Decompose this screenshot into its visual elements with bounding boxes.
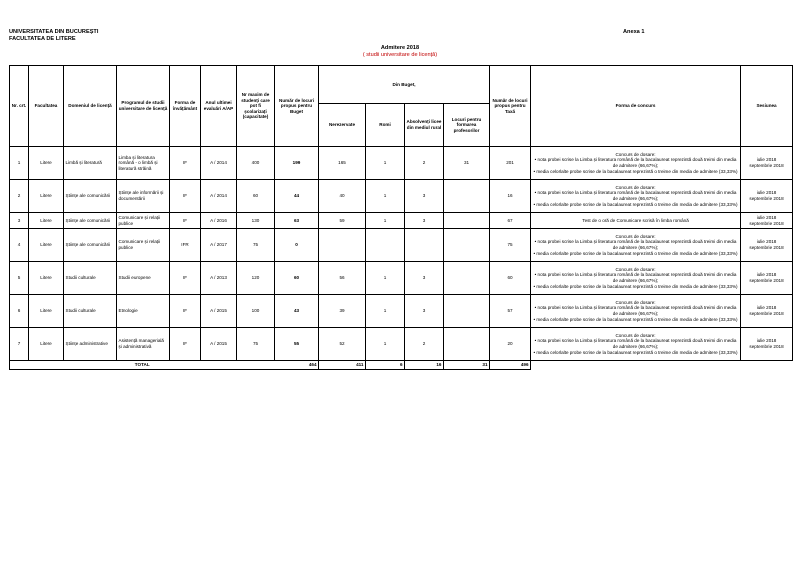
- sesiunea-line: septembrie 2018: [749, 196, 784, 201]
- sesiunea-line: septembrie 2018: [749, 163, 784, 168]
- cell-profesori: [444, 213, 490, 229]
- concurs-line: • media celorlalte probe scrise de la bacalaureat reprezintă o treime din media de admitere (33,33%): [533, 201, 738, 207]
- cell-facultatea: Litere: [29, 328, 64, 361]
- cell-forma-concurs: [531, 147, 741, 180]
- cell-capacitate: 400: [237, 147, 275, 180]
- cell-nr: 1: [10, 147, 29, 180]
- cell-nerezervate: 56: [319, 262, 366, 295]
- cell-rural: 3: [405, 262, 444, 295]
- concurs-line: Test de o oră de Comunicare scrisă în limba română: [582, 217, 689, 223]
- sesiunea-line: iulie 2018: [756, 272, 777, 278]
- cell-buget: 0: [275, 229, 319, 262]
- cell-sesiunea: [741, 147, 793, 180]
- cell-facultatea: Litere: [29, 262, 64, 295]
- total-romi: 6: [366, 361, 405, 370]
- sesiunea-line: septembrie 2018: [749, 220, 784, 226]
- sesiunea-line: septembrie 2018: [749, 278, 784, 283]
- cell-program: Științe ale informării și documentării: [117, 180, 170, 213]
- cell-anul: A / 2016: [201, 213, 237, 229]
- cell-forma: IF: [170, 147, 201, 180]
- cell-profesori: [444, 229, 490, 262]
- sesiunea-line: septembrie 2018: [749, 311, 784, 316]
- concurs-line: • media celorlalte probe scrise de la bacalaureat reprezintă o treime din media de admitere (33,33%): [533, 349, 738, 355]
- total-profesori: 31: [444, 361, 490, 370]
- total-buget: 464: [275, 361, 319, 370]
- admission-table: [9, 65, 793, 370]
- cell-romi: 1: [366, 328, 405, 361]
- cell-anul: A / 2015: [201, 295, 237, 328]
- concurs-line: • nota probei scrise la Limba și literatura română de la bacalaureat reprezintă două treimi din media de admitere (66,67%);: [534, 272, 737, 283]
- cell-taxa: 20: [490, 328, 531, 361]
- cell-romi: 1: [366, 213, 405, 229]
- cell-sesiunea: [741, 262, 793, 295]
- document-title: Admitere 2018: [380, 45, 420, 51]
- table-row: [10, 147, 793, 180]
- cell-nr: 5: [10, 262, 29, 295]
- concurs-line: • nota probei scrise la Limba și literatura română de la bacalaureat reprezintă două treimi din media de admitere (66,67%);: [534, 157, 737, 168]
- concurs-line: • media celorlalte probe scrise de la bacalaureat reprezintă o treime din media de admitere (33,33%): [533, 250, 738, 256]
- cell-taxa: 75: [490, 229, 531, 262]
- cell-program: Comunicare și relații publice: [117, 229, 170, 262]
- cell-sesiunea: [741, 328, 793, 361]
- cell-buget: 199: [275, 147, 319, 180]
- cell-program: Asistență managerială și administrativă: [117, 328, 170, 361]
- cell-forma: IF: [170, 180, 201, 213]
- col-domeniul-header: Domeniul de licență: [64, 66, 117, 147]
- cell-buget: 44: [275, 180, 319, 213]
- total-taxa: 496: [490, 361, 531, 370]
- cell-buget: 43: [275, 295, 319, 328]
- cell-nerezervate: 39: [319, 295, 366, 328]
- cell-forma-concurs: [531, 328, 741, 361]
- col-sesiunea-header: Sesiunea: [741, 66, 793, 147]
- cell-forma-concurs: [531, 262, 741, 295]
- cell-forma: IFR: [170, 229, 201, 262]
- cell-program: Studii europene: [117, 262, 170, 295]
- cell-buget: 60: [275, 262, 319, 295]
- total-row: [10, 361, 793, 370]
- cell-capacitate: 100: [237, 295, 275, 328]
- annex-label: Anexa 1: [623, 29, 645, 35]
- cell-anul: A / 2015: [201, 328, 237, 361]
- concurs-line: • media celorlalte probe scrise de la bacalaureat reprezintă o treime din media de admitere (33,33%): [533, 316, 738, 322]
- cell-sesiunea: [741, 180, 793, 213]
- cell-romi: 1: [366, 147, 405, 180]
- total-nerezervate: 411: [319, 361, 366, 370]
- cell-capacitate: 60: [237, 180, 275, 213]
- cell-program: Limba și literatura română - o limbă și literatură străină: [117, 147, 170, 180]
- col-nr-maxim-header: Nr maxim de studenți care pot fi școlarizați (capacitate): [237, 66, 275, 147]
- col-forma-invatamant-header: Forma de învățământ: [170, 66, 201, 147]
- document-subtitle: ( studii universitare de licență): [362, 52, 438, 58]
- table-row: [10, 262, 793, 295]
- table-row: [10, 213, 793, 229]
- sesiunea-line: iulie 2018: [756, 190, 777, 196]
- concurs-line: • nota probei scrise la Limba și literatura română de la bacalaureat reprezintă două treimi din media de admitere (66,67%);: [534, 239, 737, 250]
- col-taxa-header: Număr de locuri propus pentru Taxă: [490, 66, 531, 147]
- cell-nerezervate: 59: [319, 213, 366, 229]
- cell-facultatea: Litere: [29, 229, 64, 262]
- cell-forma-concurs: [531, 295, 741, 328]
- cell-nr: 3: [10, 213, 29, 229]
- col-nerezervate-header: Nerezervate: [319, 104, 366, 147]
- col-profesori-header: Locuri pentru formarea profesorilor: [444, 104, 490, 147]
- cell-taxa: 67: [490, 213, 531, 229]
- cell-profesori: 31: [444, 147, 490, 180]
- total-label: TOTAL: [10, 361, 275, 370]
- cell-romi: 1: [366, 295, 405, 328]
- cell-program: Etnologie: [117, 295, 170, 328]
- cell-nr: 7: [10, 328, 29, 361]
- concurs-line: Concurs de dosare:: [615, 266, 656, 272]
- cell-rural: 2: [405, 328, 444, 361]
- concurs-line: • nota probei scrise la Limba și literatura română de la bacalaureat reprezintă două treimi din media de admitere (66,67%);: [534, 190, 737, 201]
- sesiunea-line: septembrie 2018: [749, 245, 784, 250]
- cell-sesiunea: [741, 229, 793, 262]
- cell-facultatea: Litere: [29, 180, 64, 213]
- col-forma-concurs-header: Forma de concurs: [531, 66, 741, 147]
- cell-anul: A / 2014: [201, 180, 237, 213]
- col-nr-header: Nr. crt.: [10, 66, 29, 147]
- concurs-line: Concurs de dosare:: [615, 233, 656, 239]
- sesiunea-line: septembrie 2018: [749, 344, 784, 349]
- cell-domeniul: Științe administrative: [64, 328, 117, 361]
- cell-profesori: [444, 180, 490, 213]
- sesiunea-line: iulie 2018: [756, 214, 777, 220]
- concurs-line: Concurs de dosare:: [615, 151, 656, 157]
- cell-rural: 3: [405, 180, 444, 213]
- cell-sesiunea: [741, 213, 793, 229]
- sesiunea-line: iulie 2018: [756, 157, 777, 163]
- total-rural: 16: [405, 361, 444, 370]
- cell-rural: 3: [405, 213, 444, 229]
- cell-profesori: [444, 262, 490, 295]
- col-program-header: Programul de studii universitare de licență: [117, 66, 170, 147]
- cell-profesori: [444, 328, 490, 361]
- cell-domeniul: Științe ale comunicării: [64, 229, 117, 262]
- cell-capacitate: 120: [237, 262, 275, 295]
- concurs-line: Concurs de dosare:: [615, 184, 656, 190]
- cell-domeniul: Științe ale comunicării: [64, 180, 117, 213]
- cell-program: Comunicare și relații publice: [117, 213, 170, 229]
- cell-nerezervate: 40: [319, 180, 366, 213]
- col-absolventi-header: Absolvenți licee din mediul rural: [405, 104, 444, 147]
- col-din-buget-header: Din Buget,: [319, 66, 490, 104]
- table-row: [10, 180, 793, 213]
- cell-domeniul: Studii culturale: [64, 262, 117, 295]
- cell-anul: A / 2017: [201, 229, 237, 262]
- cell-nr: 6: [10, 295, 29, 328]
- cell-facultatea: Litere: [29, 213, 64, 229]
- cell-capacitate: 130: [237, 213, 275, 229]
- cell-rural: 2: [405, 147, 444, 180]
- cell-taxa: 57: [490, 295, 531, 328]
- concurs-line: • media celorlalte probe scrise de la bacalaureat reprezintă o treime din media de admitere (33,33%): [533, 168, 738, 174]
- cell-forma-concurs: [531, 180, 741, 213]
- table-row: [10, 328, 793, 361]
- concurs-line: • nota probei scrise la Limba și literatura română de la bacalaureat reprezintă două treimi din media de admitere (66,67%);: [534, 338, 737, 349]
- sesiunea-line: iulie 2018: [756, 239, 777, 245]
- col-anul-header: Anul ultimei evaluări A/AP: [201, 66, 237, 147]
- col-buget-header: Număr de locuri propus pentru Buget: [275, 66, 319, 147]
- cell-buget: 55: [275, 328, 319, 361]
- cell-sesiunea: [741, 295, 793, 328]
- cell-anul: A / 2013: [201, 262, 237, 295]
- cell-profesori: [444, 295, 490, 328]
- cell-facultatea: Litere: [29, 147, 64, 180]
- cell-domeniul: Științe ale comunicării: [64, 213, 117, 229]
- concurs-line: • media celorlalte probe scrise de la bacalaureat reprezintă o treime din media de admitere (33,33%): [533, 283, 738, 289]
- cell-capacitate: 75: [237, 328, 275, 361]
- cell-nr: 4: [10, 229, 29, 262]
- university-name: UNIVERSITATEA DIN BUCUREȘTI: [9, 29, 99, 35]
- header-row-top: [10, 66, 793, 104]
- concurs-line: • nota probei scrise la Limba și literatura română de la bacalaureat reprezintă două treimi din media de admitere (66,67%);: [534, 305, 737, 316]
- cell-forma-concurs: [531, 213, 741, 229]
- cell-rural: 3: [405, 295, 444, 328]
- cell-nerezervate: 52: [319, 328, 366, 361]
- cell-facultatea: Litere: [29, 295, 64, 328]
- cell-capacitate: 75: [237, 229, 275, 262]
- cell-nr: 2: [10, 180, 29, 213]
- cell-domeniul: Limbă și literatură: [64, 147, 117, 180]
- col-romi-header: Romi: [366, 104, 405, 147]
- cell-romi: 1: [366, 262, 405, 295]
- faculty-name: FACULTATEA DE LITERE: [9, 36, 76, 42]
- cell-anul: A / 2014: [201, 147, 237, 180]
- sesiunea-line: iulie 2018: [756, 338, 777, 344]
- cell-forma-concurs: [531, 229, 741, 262]
- cell-nerezervate: [319, 229, 366, 262]
- cell-forma: IF: [170, 213, 201, 229]
- cell-rural: [405, 229, 444, 262]
- concurs-line: Concurs de dosare:: [615, 299, 656, 305]
- cell-domeniul: Studii culturale: [64, 295, 117, 328]
- cell-forma: IF: [170, 295, 201, 328]
- cell-romi: 1: [366, 180, 405, 213]
- concurs-line: Concurs de dosare:: [615, 332, 656, 338]
- cell-taxa: 16: [490, 180, 531, 213]
- cell-forma: IF: [170, 328, 201, 361]
- cell-taxa: 60: [490, 262, 531, 295]
- col-facultatea-header: Facultatea: [29, 66, 64, 147]
- table-row: [10, 295, 793, 328]
- cell-romi: [366, 229, 405, 262]
- cell-forma: IF: [170, 262, 201, 295]
- table-row: [10, 229, 793, 262]
- sesiunea-line: iulie 2018: [756, 305, 777, 311]
- cell-nerezervate: 165: [319, 147, 366, 180]
- cell-buget: 63: [275, 213, 319, 229]
- cell-taxa: 201: [490, 147, 531, 180]
